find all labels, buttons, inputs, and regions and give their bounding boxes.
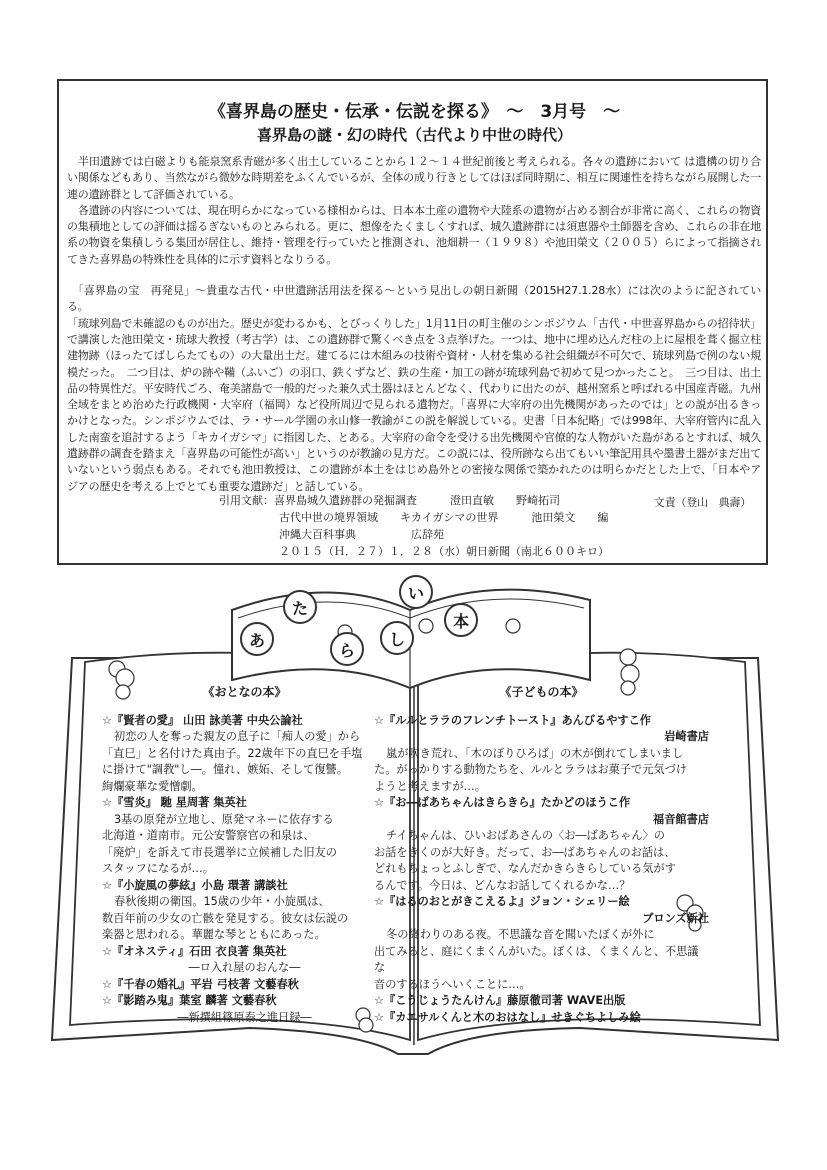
banner-letter: い [399,575,433,609]
book-title-line: ☆『影踏み鬼』葉室 麟著 文藝春秋 [102,994,277,1007]
children-books-column [374,684,709,1026]
book-description-line: 楽器と思われる。華麗な琴とともにあった。 [102,928,326,941]
article-subtitle: 喜界島の謎・幻の時代（古代より中世の時代） [256,126,572,144]
book-title-line: ☆『はるのおとがきこえるよ』ジョン・シェリー絵 [374,895,630,908]
article-body [67,154,761,511]
adult-books-list [102,713,387,1027]
adult-books-heading: 《おとなの本》 [202,685,287,699]
book-description-line: 3基の原発が立地し、原発マネーに依存する [114,812,334,826]
article-box [57,79,768,565]
reference-line: ２０１５（Ｈ．２７）１．２８（水）朝日新聞（南北６００キロ） [279,545,609,558]
book-title-line: ☆『小旋風の夢絃』小島 環著 講談社 [102,878,288,892]
banner-letter: ら [330,632,364,666]
book-description-line: に掛けて"調教"し―。憧れ、嫉妬、そして復讐。 [102,763,348,776]
book-description-line: 福音館書店 [653,812,709,826]
reference-line: 沖縄大百科事典 広辞苑 [279,528,444,541]
book-title-line: ☆『こうじょうたんけん』藤原徹司著 WAVE出版 [374,994,626,1007]
book-description-line: 初恋の人を奪った親友の息子に「痴人の愛」から [114,730,361,743]
book-description-line: 出てみると、庭にくまくんがいた。ぼくは、くまくんと、不思議な [374,944,699,974]
reference-line: 古代中世の境界領域 キカイガシマの世界 池田榮文 編 [279,511,609,524]
paragraph: 半田遺跡では白磁よりも能泉窯系青磁が多く出土していることから１２〜１４世紀前後と考えられる。各々の遺跡において は遺構の切り合い関係などもあり、当然ながら微妙な時期差をふくんでいるが、全体の成り行きとしてはほぼ同時期に、相互に関連性を持ちながら展開した一連の遺跡群として評価されている。 [67,155,761,201]
book-description-line: 「廃炉」を訴えて市長選挙に立候補した旧友の [102,845,337,859]
book-title-line: ☆『賢者の愛』 山田 詠美著 中央公論社 [102,713,303,727]
book-title-line: ☆『ルルとララのフレンチトースト』あんびるやすこ作 [374,713,651,727]
book-description-line: た。がっかりする動物たちを、ルルとララはお菓子で元気づけ [374,763,687,776]
banner-letter: た [283,590,317,624]
article-title: 《喜界島の歴史・伝承・伝説を探る》 〜 3月号 〜 [208,102,621,122]
banner-letter: あ [240,622,274,656]
book-description-line: 春秋後期の衛国。15歳の少年・小旋風は、 [114,895,330,908]
book-description-line: どれもちょっとふしぎで、なんだかきらきらしている気がす [374,862,676,875]
book-title-line: ☆『雪炎』 馳 星周著 集英社 [102,796,247,809]
book-description-line: 「直巳」と名付けた真由子。22歳年下の直巳を手塩 [102,746,363,760]
book-title-line: ☆『千春の婚礼』平岩 弓枝著 文藝春秋 [102,977,299,991]
paragraph: 各遺跡の内容については、現在明らかになっている様相からは、日本本土産の遺物や大陸系の遺物が占める割合が非常に高く、これらの物資の集積地としての評価は揺るぎないものとみられる。更に、想像をたくましくすれば、城久遺跡群には須恵器や土師器を含め、これらの非在地系の物資を集積しうる集団が居住し、維持・管理を行っていたと推測され、池畑耕一（１９９８）や池田榮文（２００５）らによって指摘されてきた喜界島の特殊性を具体的に示す資料となりうる。 [67,203,761,266]
book-description-line: スタッフになるが…。 [102,862,214,875]
book-description-line: るんです。今日は、どんなお話してくれるかな…？ [374,878,631,892]
book-description-line: ブロンズ新社 [642,911,709,925]
reference-line: 引用文献：喜界島城久遺跡群の発掘調査 澄田直敏 野崎拓司 [219,494,560,507]
book-description-line: ようと考えますが…。 [374,779,486,793]
book-title-line: ☆『カエサルくんと木のおはなし』せきぐちよしみ絵 [374,1010,641,1024]
byline: 文責（登山 典壽） [653,495,751,509]
book-description-line: 冬の終わりのある夜。不思議な音を聞いたぼくが外に [386,928,655,941]
banner-letter: 本 [444,603,478,637]
children-books-list [374,713,709,1027]
book-description-line: 絢爛豪華な愛憎劇。 [102,779,203,793]
book-title-line: ☆『オネスティ』石田 衣良著 集英社 [102,944,287,958]
book-description-line: 岩崎書店 [664,730,709,743]
book-description-line: お話をきくのが大好き。だって、お―ばあちゃんのお話は、 [374,845,676,859]
book-title-line: ☆『お―ばあちゃんはきらきら』たかどのほうこ作 [374,796,631,809]
adult-books-column [102,684,387,1026]
book-description-line: 北海道・道南市。元公安警察官の和泉は、 [102,829,315,842]
book-description-line: 音のするほうへいくことに…。 [374,977,531,991]
children-books-heading: 《子どもの本》 [499,685,584,699]
book-description-line: 数百年前の少女の亡骸を発見する。彼女は伝説の [102,911,349,925]
paragraph: 「琉球列島で未確認のものが出た。歴史が変わるかも、とびっくりした」1月11日の町主催のシンポジウム「古代・中世喜界島からの招待状」で講演した池田榮文・琉球大教授（考古学）は、この遺跡群で驚くべき点を３点挙げた。一つは、地中に埋め込んだ柱の上に屋根を葺く掘立柱建物跡（ほったてばしらたてもの）の大量出土だ。建てるには木組みの技術や資材・人材を集める社会組織が不可欠で、琉球列島で例のない規模だった。 二つ目は、炉の跡や鞴（ふいご）の羽口、鉄くずなど、鉄の生産・加工の跡が琉球列島で初めて見つかったこと。 三つ目は、出土品の特異性だ。平安時代ごろ、奄美諸島で一般的だった兼久式土器はほとんどなく、代わりに出たのが、越州窯系と呼ばれる中国産青磁。九州全域をまとめ治めた行政機関・大宰府（福岡）など役所周辺で見られる遺物だ。「喜界に大宰府の出先機関があったのでは」との説が出るきっかけとなった。シンポジウムでは、ラ・サール学園の永山修一教諭がこの説を解説している。史書「日本紀略」では998年、大宰府管内に乱入した南蛮を追討するよう「キカイガシマ」に指図した、とある。大宰府の命令を受ける出先機関や官僚的な人物がいた島があるとすれば、城久遺跡群の調査を踏まえ「喜界島の可能性が高い」というのが教諭の見方だ。この説には、役所跡なら出てもいい筆記用具や墨書土器がまだ出ていないという弱点もある。それでも池田教授は、この遺跡が本土をはじめ島外との密接な関係で築かれたのは明らかだとした上で、「日本やアジアの歴史を考える上でとても重要な遺跡だ」と話している。 [67,316,761,493]
book-description-line: 嵐が吹き荒れ、「木のぼりひろば」の木が倒れてしまいまし [386,746,684,760]
book-description-line: ―ロ入れ屋のおんな― [188,961,301,974]
banner-letter: し [380,621,414,655]
paragraph-spacer [67,268,761,283]
paragraph: 「喜界島の宝 再発見」〜貴重な古代・中世遺跡活用法を探る〜という見出しの朝日新聞（2015H27.1.28水）には次のように記されている。 [67,284,761,314]
book-description-line: チイちゃんは、ひいおばあさんの〈お―ばあちゃん〉の [386,829,665,842]
book-description-line: ―新撰組篠原泰之進日録― [177,1010,312,1024]
